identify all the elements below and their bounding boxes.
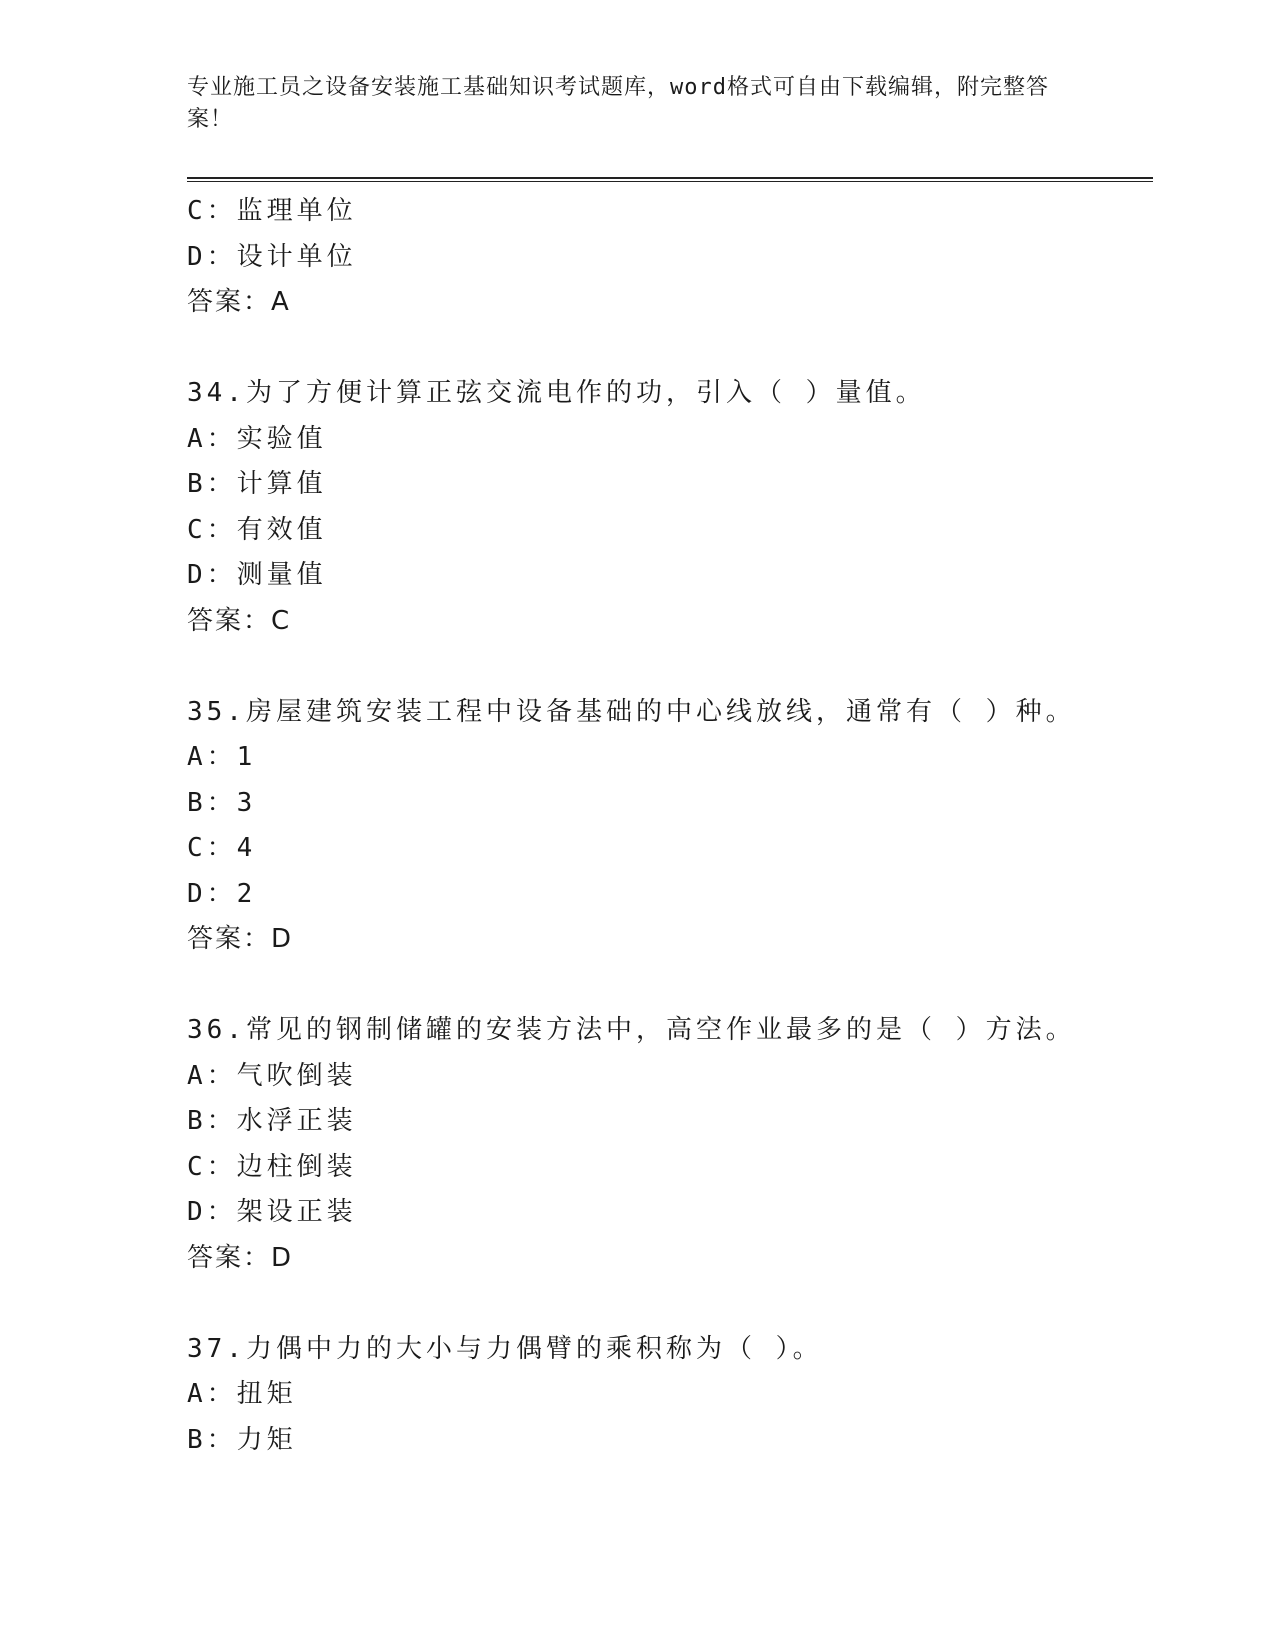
spacer — [187, 326, 1147, 372]
document-title: 专业施工员之设备安装施工基础知识考试题库，word格式可自由下载编辑，附完整答案！ — [187, 75, 1049, 132]
option-a: A：1 — [187, 742, 257, 772]
option-d: D：2 — [187, 878, 257, 909]
question-stem: 37.力偶中力的大小与力偶臂的乘积称为（ ）。 — [187, 1333, 823, 1364]
question-list — [187, 189, 1147, 1463]
spacer — [187, 963, 1147, 1009]
document-header — [187, 72, 1067, 136]
question-stem: 36.常见的钢制储罐的安装方法中，高空作业最多的是（ ）方法。 — [187, 1015, 1076, 1045]
answer-line: 答案：C — [187, 605, 292, 636]
question-37 — [187, 1327, 1147, 1464]
answer-line: 答案：A — [187, 287, 291, 317]
option-b: B：力矩 — [187, 1424, 297, 1455]
option-c: C：4 — [187, 833, 257, 863]
header-divider — [187, 177, 1153, 182]
option-b: B：水浮正装 — [187, 1106, 357, 1136]
option-c: C：有效值 — [187, 514, 327, 545]
answer-line: 答案：D — [187, 1242, 294, 1273]
option-d: D：架设正装 — [187, 1197, 357, 1227]
option-a: A：气吹倒装 — [187, 1060, 357, 1091]
question-35 — [187, 690, 1147, 963]
option-d: D：设计单位 — [187, 241, 357, 272]
option-a: A：扭矩 — [187, 1379, 297, 1409]
spacer — [187, 644, 1147, 690]
option-d: D：测量值 — [187, 560, 327, 590]
option-c: C：边柱倒装 — [187, 1151, 357, 1182]
option-a: A：实验值 — [187, 423, 327, 454]
question-stem: 34.为了方便计算正弦交流电作的功，引入（ ）量值。 — [187, 378, 926, 408]
question-stem: 35.房屋建筑安装工程中设备基础的中心线放线，通常有（ ）种。 — [187, 696, 1076, 727]
question-36 — [187, 1008, 1147, 1281]
option-b: B：计算值 — [187, 469, 327, 499]
question-34 — [187, 371, 1147, 644]
option-c: C：监理单位 — [187, 196, 357, 226]
continued-question — [187, 189, 1147, 326]
spacer — [187, 1281, 1147, 1327]
option-b: B：3 — [187, 787, 257, 818]
answer-line: 答案：D — [187, 924, 294, 954]
